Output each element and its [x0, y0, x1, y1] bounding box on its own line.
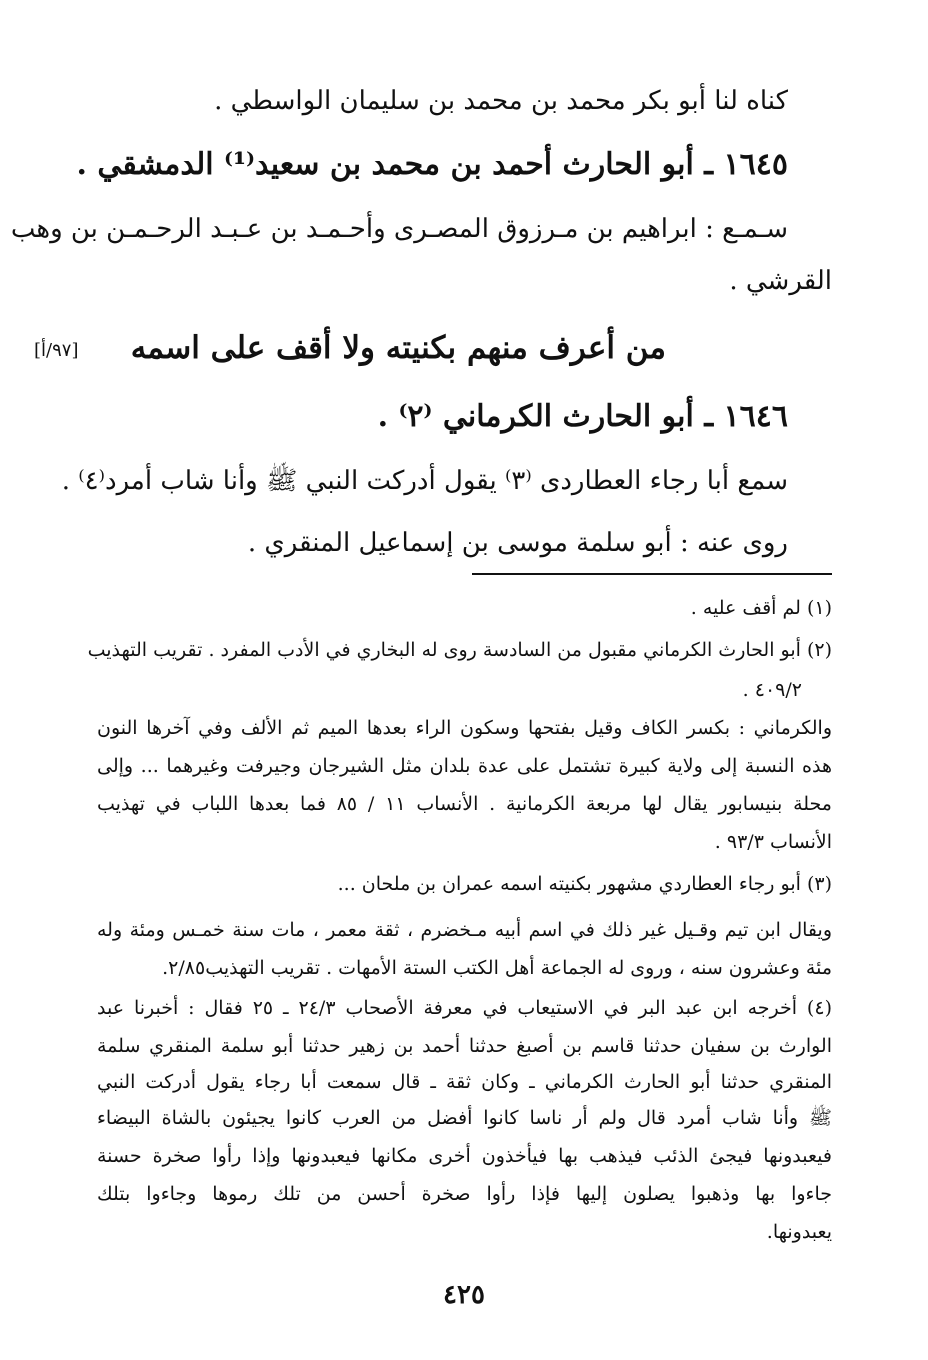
- footnote-4-line-3: المنقري حدثنا أبو الحارث الكرماني ـ وكان ثقة ـ قال سمعت أبا رجاء يقول أدركت النبي: [97, 1071, 832, 1093]
- footnote-2-cont-line-2: هذه النسبة إلى ولاية كبيرة تشتمل على عدة بلدان مثل الشيرجان وجيرفت وغيرهما ... وإلى: [97, 755, 832, 777]
- entry-1645-sama-line-2: القرشي .: [729, 266, 832, 296]
- footnote-3-cont-line-1: ويقال ابن تيم وقـيل غير ذلك في اسم أبيه مـخضرم ، ثقة معمر ، مات سنة خمـس ومئة وله: [97, 919, 832, 941]
- footnote-1: (١) لم أقف عليه .: [690, 597, 832, 619]
- footnote-2-cont-line-3: محلة بنيسابور يقال لها مربعة الكرمانية . الأنساب ١١ / ٨٥ فما بعدها اللباب في تهذيب: [97, 793, 832, 815]
- footnote-4-line-6: جاءوا بها وذهبوا يصلون إليها فإذا رأوا صخرة أحسن من تلك رموها وجاءوا بتلك: [97, 1183, 832, 1205]
- folio-margin-marker: [٩٧/أ]: [34, 340, 79, 361]
- footnote-separator: [472, 573, 832, 575]
- footnote-2-cont-line-1: والكرماني : بكسر الكاف وقيل بفتحها وسكون الراء بعدها الميم ثم الألف وفي آخرها النون: [97, 717, 832, 739]
- footnote-4-line-2: الوارث بن سفيان حدثنا قاسم بن أصبغ حدثنا أحمد بن زهير حدثنا أبو سلمة المنقري سلمة: [97, 1035, 832, 1057]
- footnote-2-line-2: ٤٠٩/٢ .: [742, 679, 802, 701]
- section-heading: من أعرف منهم بكنيته ولا أقف على اسمه: [130, 330, 666, 366]
- entry-1646-rawa: روى عنه : أبو سلمة موسى بن إسماعيل المنقري .: [247, 528, 788, 558]
- body-line-kunya: كناه لنا أبو بكر محمد بن محمد بن سليمان الواسطي .: [214, 86, 788, 116]
- footnote-4-line-4: ﷺ وأنا شاب أمرد قال ولم أر ناسا كانوا أفضل من العرب كانوا يجيئون بالشاة البيضاء: [97, 1107, 832, 1129]
- footnote-2-cont-line-4: الأنساب ٩٣/٣ .: [714, 831, 832, 853]
- entry-1645-title: ١٦٤٥ ـ أبو الحارث أحمد بن محمد بن سعيد⁽¹⁾ الدمشقي .: [76, 147, 788, 182]
- entry-1645-sama-line-1: سـمـع : ابراهيم بن مـرزوق المصـرى وأحـمـد بن عـبـد الرحـمـن بن وهب: [10, 214, 788, 244]
- footnote-4-line-5: فيعبدونها فيجئ الذئب فيذهب بها فيأخذون أخرى مكانها فيعبدونها وإذا رأوا صخرة حسنة: [97, 1145, 832, 1167]
- footnote-3: (٣) أبو رجاء العطاردي مشهور بكنيته اسمه عمران بن ملحان ...: [337, 873, 832, 895]
- footnote-4-line-1: (٤) أخرجه ابن عبد البر في الاستيعاب في معرفة الأصحاب ٢٤/٣ ـ ٢٥ فقال : أخبرنا عبد: [97, 997, 832, 1019]
- page-number: ٤٢٥: [443, 1280, 485, 1310]
- footnote-4-line-7: يعبدونها.: [766, 1221, 832, 1243]
- entry-1646-sama: سمع أبا رجاء العطاردى ⁽٣⁾ يقول أدركت النبي ﷺ وأنا شاب أمرد⁽٤⁾ .: [61, 466, 788, 496]
- entry-1646-title: ١٦٤٦ ـ أبو الحارث الكرماني ⁽٢⁾ .: [377, 399, 788, 434]
- footnote-2-line-1: (٢) أبو الحارث الكرماني مقبول من السادسة روى له البخاري في الأدب المفرد . تقريب التهذيب: [87, 639, 832, 661]
- footnote-3-cont-line-2: مئة وعشرون سنه ، وروى له الجماعة أهل الكتب الستة الأمهات . تقريب التهذيب٢/٨٥.: [162, 957, 832, 979]
